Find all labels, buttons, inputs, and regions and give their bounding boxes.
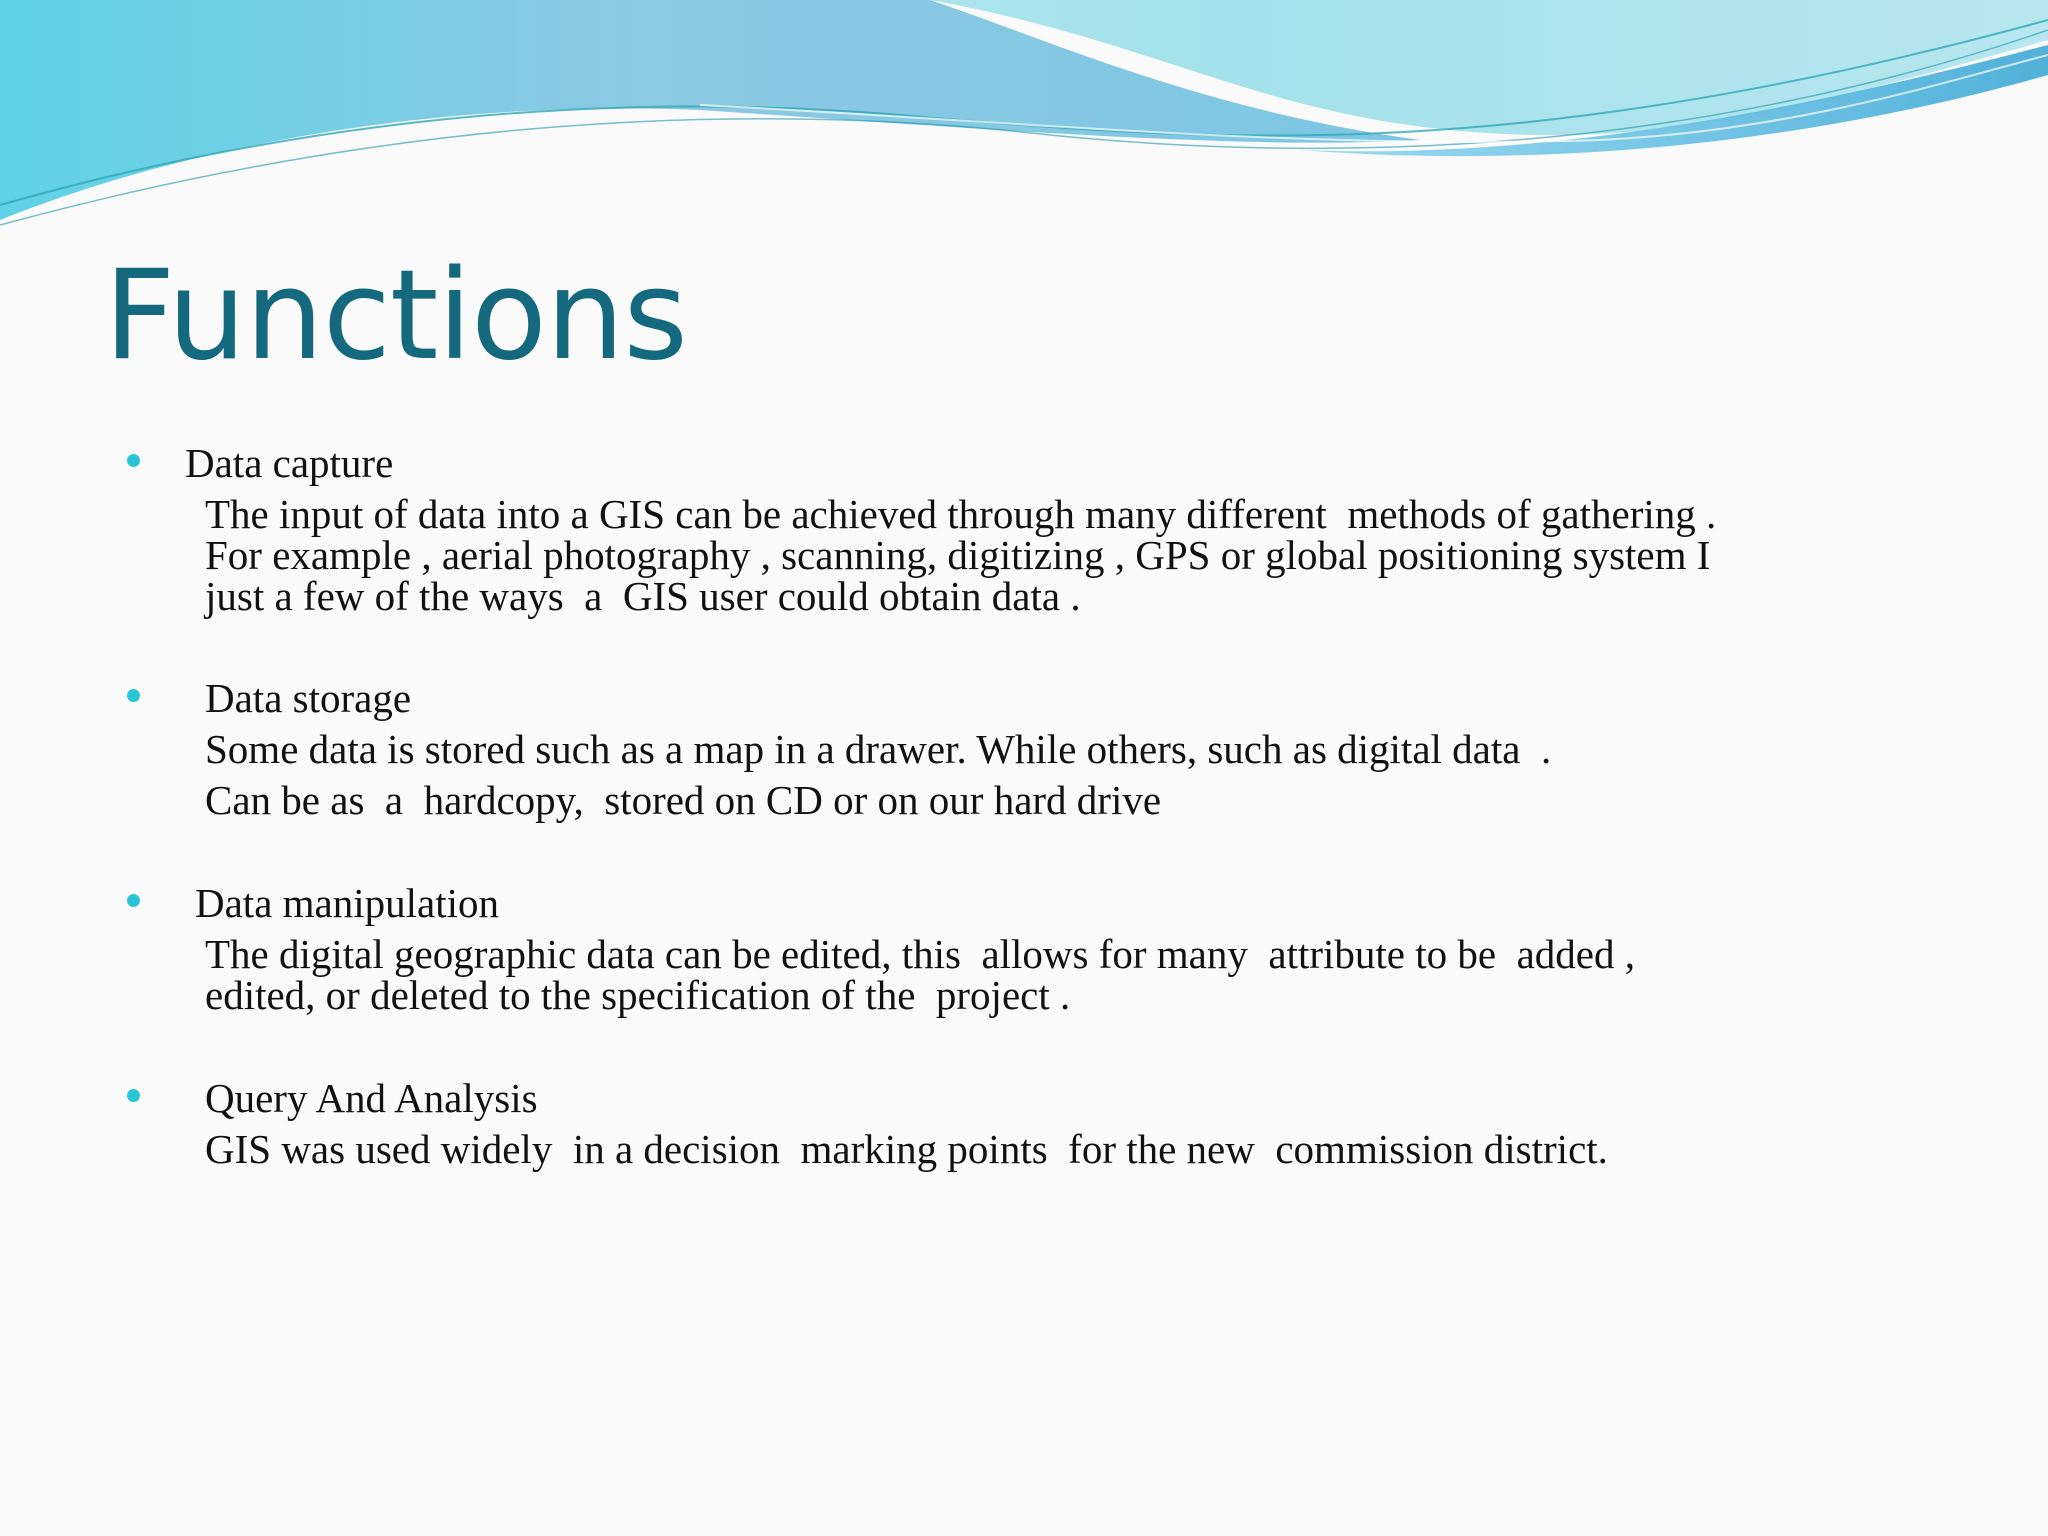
header-wave-decoration	[0, 0, 2048, 240]
item-heading-query-and-analysis: Query And Analysis	[205, 1075, 538, 1121]
item-heading-data-storage: Data storage	[205, 675, 412, 721]
bullet-icon	[127, 1089, 140, 1102]
slide-title: Functions	[104, 244, 688, 388]
bullet-icon	[127, 689, 140, 702]
item-text-line: edited, or deleted to the specification of the project .	[205, 972, 1071, 1018]
bullet-icon	[127, 894, 140, 907]
item-text-line: The digital geographic data can be edited, this allows for many attribute to be added ,	[205, 931, 1635, 977]
item-text-line: The input of data into a GIS can be achieved through many different methods of gathering .	[205, 491, 1717, 537]
item-text-line: GIS was used widely in a decision marking points for the new commission district.	[205, 1126, 1608, 1172]
bullet-icon	[127, 454, 140, 467]
item-heading-data-manipulation: Data manipulation	[195, 880, 499, 926]
item-text-line: Some data is stored such as a map in a drawer. While others, such as digital data .	[205, 726, 1552, 772]
item-text-line: just a few of the ways a GIS user could obtain data .	[205, 573, 1081, 619]
item-text-line: For example , aerial photography , scanning, digitizing , GPS or global positioning system I	[205, 532, 1711, 578]
item-heading-data-capture: Data capture	[185, 440, 394, 486]
item-text-line: Can be as a hardcopy, stored on CD or on our hard drive	[205, 777, 1162, 823]
